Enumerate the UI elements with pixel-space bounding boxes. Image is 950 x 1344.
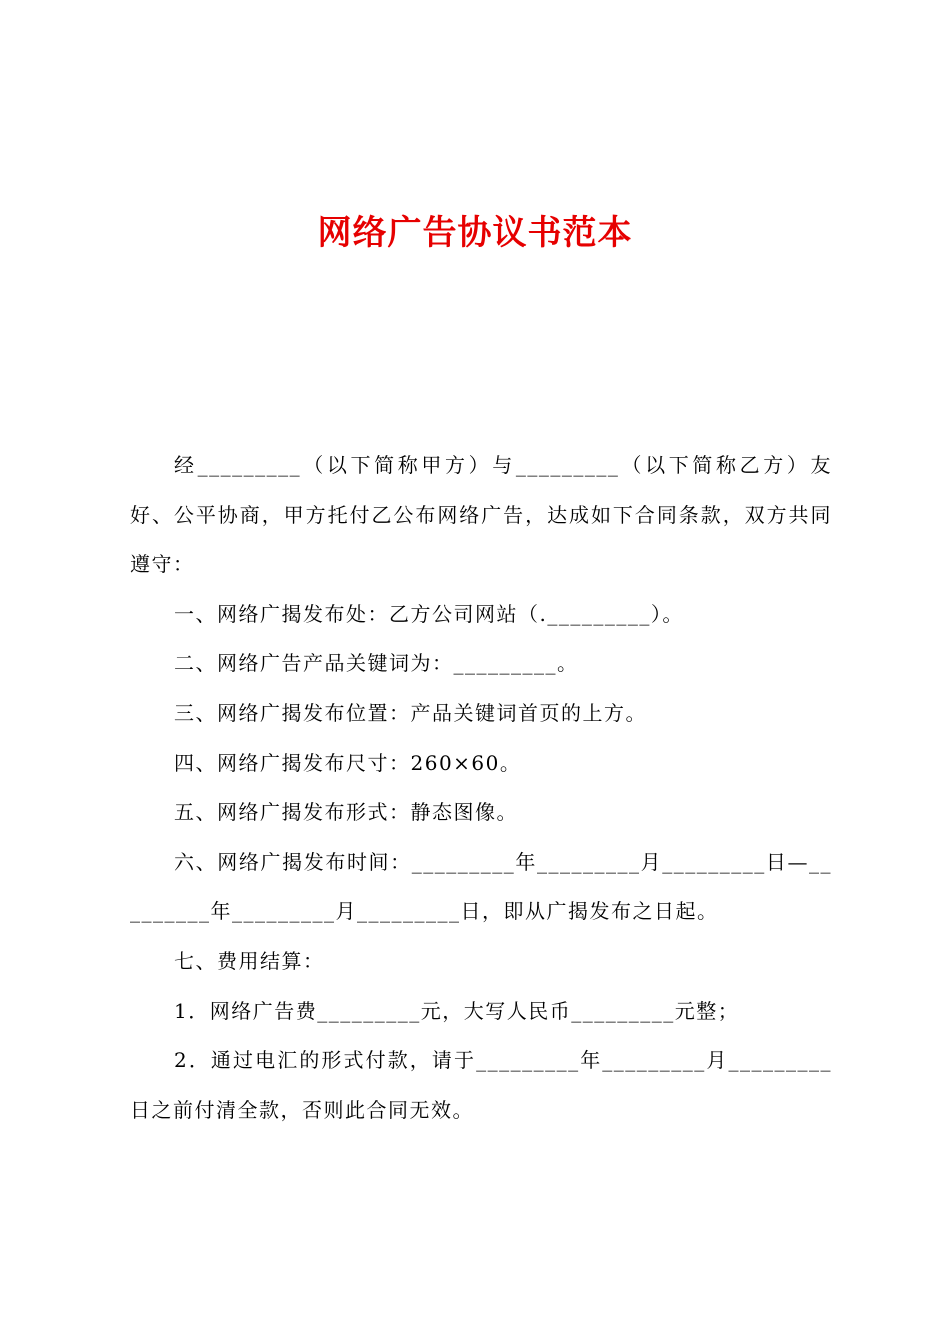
paragraph-clause-6: 六、网络广揭发布时间：_________年_________月_________日—_________年_________月_________日，即从广揭发布之日起。 — [130, 849, 832, 924]
document-title: 网络广告协议书范本 — [317, 213, 633, 253]
paragraph-clause-7: 七、费用结算： — [174, 948, 325, 973]
paragraph-clause-1: 一、网络广揭发布处：乙方公司网站（._________）。 — [174, 601, 684, 626]
paragraph-clause-2: 二、网络广告产品关键词为：_________。 — [174, 651, 579, 676]
paragraph-preamble: 经_________（以下简称甲方）与_________（以下简称乙方）友好、公平协商，甲方托付乙公布网络广告，达成如下合同条款，双方共同遵守： — [130, 453, 832, 577]
paragraph-clause-7-item-1: 1．网络广告费_________元，大写人民币_________元整； — [174, 998, 740, 1023]
document-body — [130, 441, 832, 1135]
paragraph-clause-5: 五、网络广揭发布形式：静态图像。 — [174, 800, 518, 825]
paragraph-clause-7-item-2: 2．通过电汇的形式付款，请于_________年_________月_________日之前付清全款，否则此合同无效。 — [130, 1048, 832, 1122]
paragraph-clause-4: 四、网络广揭发布尺寸：260×60。 — [174, 750, 522, 775]
paragraph-clause-3: 三、网络广揭发布位置：产品关键词首页的上方。 — [174, 700, 647, 725]
